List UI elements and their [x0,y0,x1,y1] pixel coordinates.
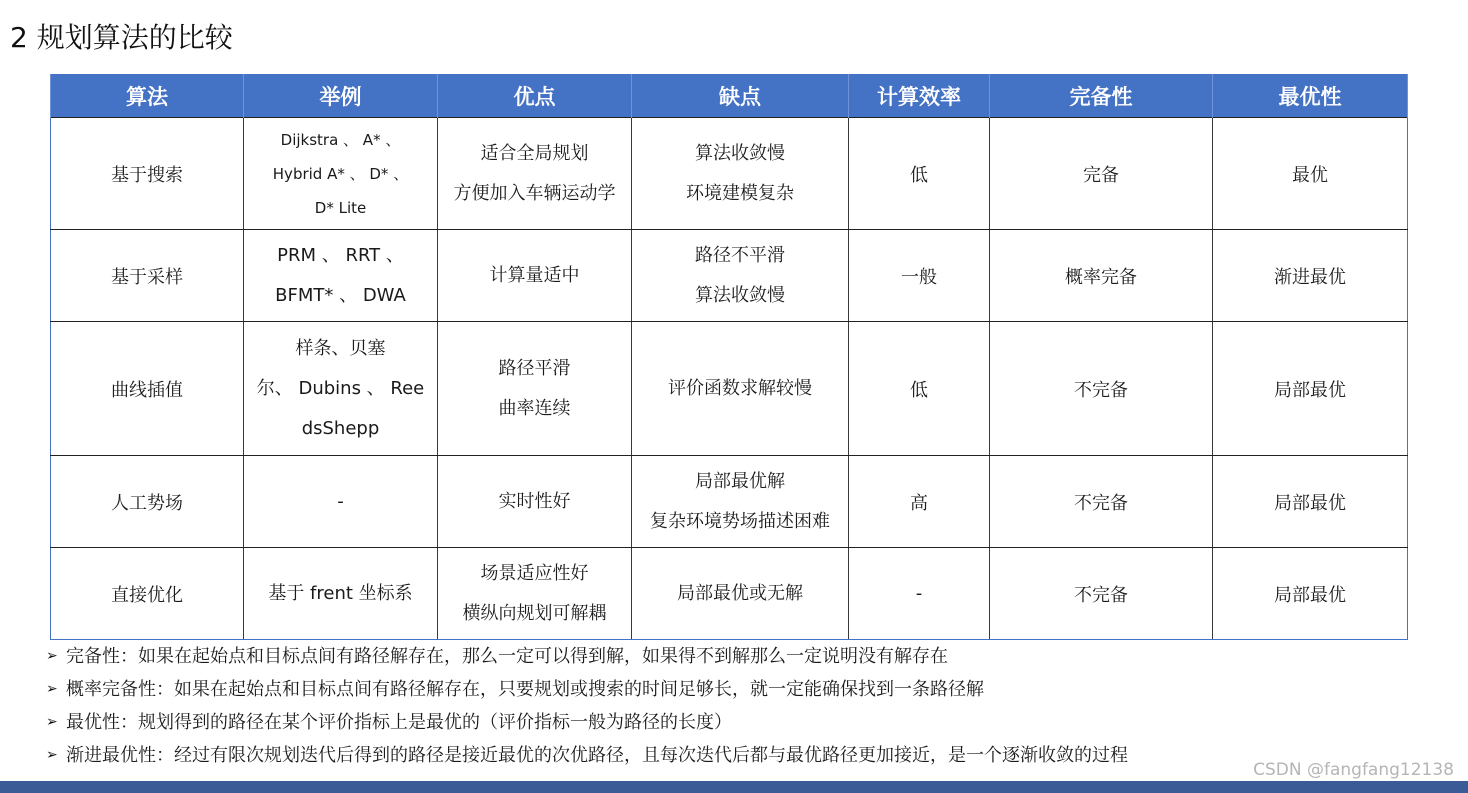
column-header-pros: 优点 [438,74,632,118]
cons-line: 复杂环境势场描述困难 [650,510,830,532]
cons-line: 路径不平滑 [695,244,785,266]
footer-bar [0,781,1468,793]
example-line: 样条、贝塞 [295,337,386,359]
cell-cons [632,548,849,640]
cell-cons [632,118,849,230]
table-row [51,118,1408,230]
table-row [51,456,1408,548]
note-item [46,739,1226,772]
cell-cons [632,456,849,548]
cell-efficiency: 一般 [849,230,990,322]
example-line: D* Lite [314,198,367,217]
arrowhead-bullet-icon: ➢ [46,648,58,664]
cell-examples [244,118,438,230]
note-item [46,640,1226,673]
arrowhead-bullet-icon: ➢ [46,747,58,763]
column-header-examples: 举例 [244,74,438,118]
pros-line: 曲率连续 [498,397,571,419]
cell-optimality: 局部最优 [1213,548,1408,640]
example-line: Hybrid A* 、 D* 、 [272,164,409,183]
cell-efficiency: 高 [849,456,990,548]
column-header-cons: 缺点 [632,74,849,118]
cell-completeness: 不完备 [990,322,1213,456]
cell-efficiency: - [849,548,990,640]
column-header-completeness: 完备性 [990,74,1213,118]
table-row [51,548,1408,640]
cell-efficiency: 低 [849,322,990,456]
example-line: 尔、 Dubins 、 Ree [256,377,425,399]
watermark: CSDN @fangfang12138 [1253,760,1454,780]
table-header-row [51,74,1408,118]
cell-pros [438,322,632,456]
cell-examples [244,230,438,322]
comparison-table [50,74,1408,640]
pros-line: 实时性好 [498,490,571,512]
cell-optimality: 渐进最优 [1213,230,1408,322]
cell-cons [632,322,849,456]
cell-algorithm: 人工势场 [51,456,244,548]
arrowhead-bullet-icon: ➢ [46,681,58,697]
cell-efficiency: 低 [849,118,990,230]
cons-line: 算法收敛慢 [695,284,785,306]
cell-optimality: 最优 [1213,118,1408,230]
pros-line: 方便加入车辆运动学 [453,182,616,204]
table-row [51,230,1408,322]
note-text: 渐进最优性：经过有限次规划迭代后得到的路径是接近最优的次优路径，且每次迭代后都与最优路径更加接近，是一个逐渐收敛的过程 [66,745,1128,766]
table-row [51,322,1408,456]
pros-line: 横纵向规划可解耦 [462,602,607,624]
pros-line: 场景适应性好 [480,562,589,584]
arrowhead-bullet-icon: ➢ [46,714,58,730]
example-line: Dijkstra 、 A* 、 [280,130,401,149]
cell-examples [244,548,438,640]
cell-pros [438,456,632,548]
note-item [46,706,1226,739]
note-text: 概率完备性：如果在起始点和目标点间有路径解存在，只要规划或搜索的时间足够长，就一定能确保找到一条路径解 [66,679,984,700]
note-text: 完备性：如果在起始点和目标点间有路径解存在，那么一定可以得到解，如果得不到解那么一定说明没有解存在 [66,646,948,667]
cons-line: 算法收敛慢 [695,142,785,164]
column-header-optimality: 最优性 [1213,74,1408,118]
example-line: 基于 frent 坐标系 [268,582,413,604]
column-header-efficiency: 计算效率 [849,74,990,118]
cell-pros [438,230,632,322]
cons-line: 评价函数求解较慢 [668,377,812,399]
cell-optimality: 局部最优 [1213,456,1408,548]
cons-line: 局部最优解 [695,470,785,492]
example-line: BFMT* 、 DWA [275,284,406,306]
pros-line: 适合全局规划 [480,142,589,164]
example-line: - [337,490,344,512]
note-item [46,673,1226,706]
cell-pros [438,118,632,230]
cell-completeness: 完备 [990,118,1213,230]
example-line: dsShepp [301,417,380,439]
cell-optimality: 局部最优 [1213,322,1408,456]
cell-algorithm: 基于采样 [51,230,244,322]
cell-algorithm: 曲线插值 [51,322,244,456]
cell-pros [438,548,632,640]
example-line: PRM 、 RRT 、 [277,244,404,266]
column-header-algorithm: 算法 [51,74,244,118]
page-title: 2 规划算法的比较 [10,21,233,54]
definition-notes [46,640,1226,772]
cell-examples [244,322,438,456]
cons-line: 环境建模复杂 [686,182,794,204]
cell-algorithm: 基于搜索 [51,118,244,230]
pros-line: 计算量适中 [489,264,580,286]
note-text: 最优性：规划得到的路径在某个评价指标上是最优的（评价指标一般为路径的长度） [66,712,732,733]
cell-completeness: 不完备 [990,548,1213,640]
cons-line: 局部最优或无解 [677,582,803,604]
cell-completeness: 概率完备 [990,230,1213,322]
cell-examples [244,456,438,548]
cell-algorithm: 直接优化 [51,548,244,640]
pros-line: 路径平滑 [498,357,571,379]
cell-cons [632,230,849,322]
cell-completeness: 不完备 [990,456,1213,548]
